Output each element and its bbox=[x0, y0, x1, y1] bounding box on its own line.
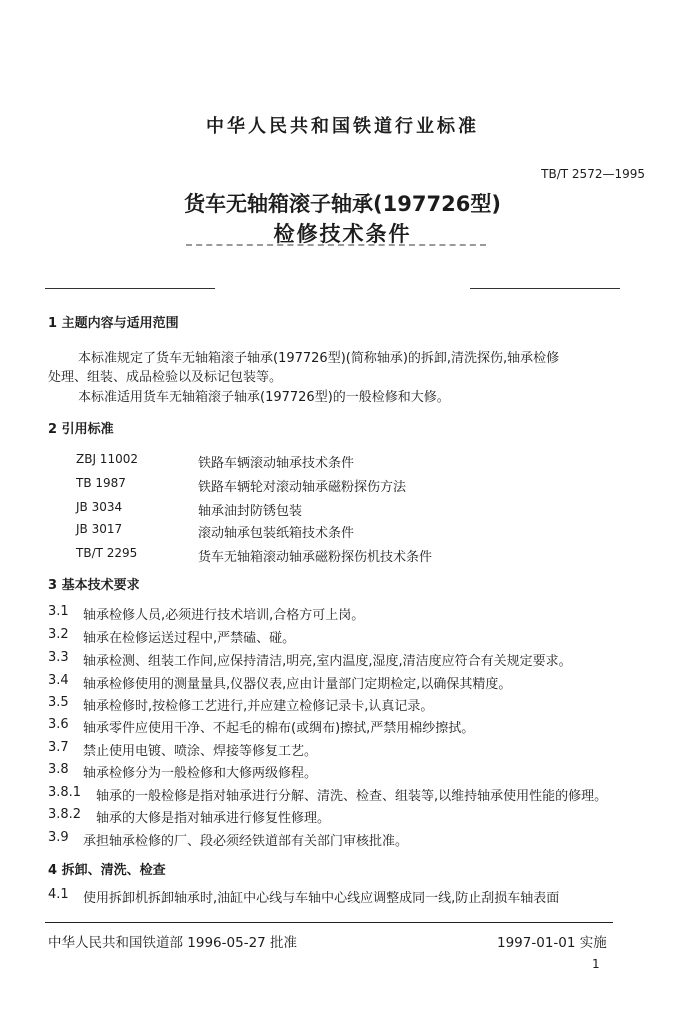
title-underline bbox=[186, 244, 486, 246]
ref-code: ZBJ 11002 bbox=[76, 452, 138, 466]
clause-number: 3.8.2 bbox=[48, 807, 82, 822]
section-1-para2: 本标准适用货车无轴箱滚子轴承(197726型)的一般检修和大修。 bbox=[78, 390, 450, 405]
ref-title: 轴承油封防锈包装 bbox=[198, 504, 303, 519]
clause-text: 轴承的一般检修是指对轴承进行分解、清洗、检查、组装等,以维持轴承使用性能的修理。 bbox=[96, 789, 608, 804]
ref-code: JB 3017 bbox=[76, 522, 123, 536]
clause-text: 禁止使用电镀、喷涂、焊接等修复工艺。 bbox=[83, 744, 318, 759]
clause-number: 3.8.1 bbox=[48, 785, 82, 800]
clause-number: 4.1 bbox=[48, 887, 69, 902]
section-1-para1-line1: 本标准规定了货车无轴箱滚子轴承(197726型)(简称轴承)的拆卸,清洗探伤,轴承检修 bbox=[78, 351, 560, 366]
document-title-line2: 检修技术条件 bbox=[273, 222, 412, 246]
clause-number: 3.1 bbox=[48, 604, 69, 619]
standard-header: 中华人民共和国铁道行业标准 bbox=[206, 116, 479, 137]
clause-number: 3.2 bbox=[48, 627, 69, 642]
clause-text: 轴承检修使用的测量量具,仪器仪表,应由计量部门定期检定,以确保其精度。 bbox=[83, 677, 512, 692]
section-2-heading: 2 引用标准 bbox=[48, 422, 114, 437]
ref-title: 货车无轴箱滚动轴承磁粉探伤机技术条件 bbox=[198, 550, 433, 565]
clause-text: 轴承的大修是指对轴承进行修复性修理。 bbox=[96, 811, 331, 826]
ref-code: TB/T 2295 bbox=[76, 546, 138, 560]
clause-number: 3.7 bbox=[48, 740, 69, 755]
clause-text: 使用拆卸机拆卸轴承时,油缸中心线与车轴中心线应调整成同一线,防止刮损车轴表面 bbox=[83, 891, 560, 906]
section-3-heading: 3 基本技术要求 bbox=[48, 578, 140, 593]
clause-text: 轴承检修时,按检修工艺进行,并应建立检修记录卡,认真记录。 bbox=[83, 699, 434, 714]
footer-rule bbox=[45, 922, 613, 923]
ref-title: 滚动轴承包装纸箱技术条件 bbox=[198, 526, 355, 541]
clause-number: 3.9 bbox=[48, 830, 69, 845]
clause-number: 3.3 bbox=[48, 650, 69, 665]
section-1-para1-line2: 处理、组装、成品检验以及标记包装等。 bbox=[48, 370, 283, 385]
clause-number: 3.8 bbox=[48, 762, 69, 777]
section-4-heading: 4 拆卸、清洗、检查 bbox=[48, 863, 166, 878]
clause-number: 3.4 bbox=[48, 673, 69, 688]
standard-code: TB/T 2572—1995 bbox=[541, 167, 645, 181]
clause-number: 3.5 bbox=[48, 695, 69, 710]
clause-number: 3.6 bbox=[48, 717, 69, 732]
ref-title: 铁路车辆轮对滚动轴承磁粉探伤方法 bbox=[198, 480, 407, 495]
approval-line: 中华人民共和国铁道部 1996-05-27 批准 bbox=[48, 935, 298, 951]
page-number: 1 bbox=[592, 957, 600, 971]
clause-text: 轴承在检修运送过程中,严禁磕、碰。 bbox=[83, 631, 296, 646]
clause-text: 轴承零件应使用干净、不起毛的棉布(或绸布)擦拭,严禁用棉纱擦拭。 bbox=[83, 721, 475, 736]
clause-text: 轴承检修分为一般检修和大修两级修程。 bbox=[83, 766, 318, 781]
clause-text: 轴承检测、组装工作间,应保持清洁,明亮,室内温度,湿度,清洁度应符合有关规定要求。 bbox=[83, 654, 572, 669]
implementation-date: 1997-01-01 实施 bbox=[497, 935, 607, 951]
ref-code: JB 3034 bbox=[76, 500, 123, 514]
clause-text: 轴承检修人员,必须进行技术培训,合格方可上岗。 bbox=[83, 608, 365, 623]
divider-left bbox=[45, 288, 215, 289]
section-1-heading: 1 主题内容与适用范围 bbox=[48, 316, 179, 331]
ref-code: TB 1987 bbox=[76, 476, 126, 490]
document-title-line1: 货车无轴箱滚子轴承(197726型) bbox=[184, 192, 501, 216]
divider-right bbox=[470, 288, 620, 289]
ref-title: 铁路车辆滚动轴承技术条件 bbox=[198, 456, 355, 471]
clause-text: 承担轴承检修的厂、段必须经铁道部有关部门审核批准。 bbox=[83, 834, 409, 849]
